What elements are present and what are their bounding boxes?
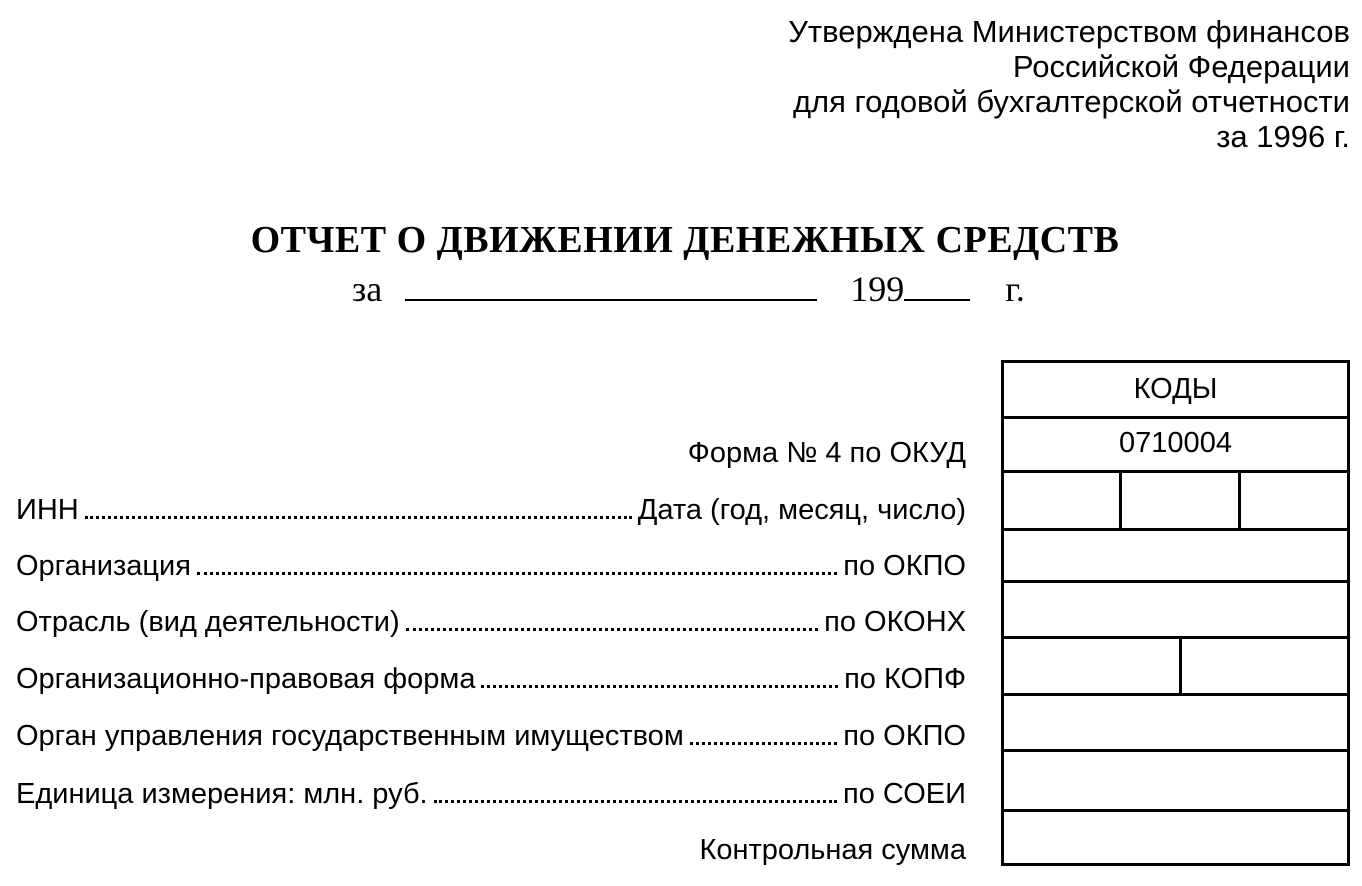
unit-code-label: по СОЕИ (843, 778, 966, 810)
approval-line-3: для годовой бухгалтерской отчетности (792, 84, 1350, 119)
authority-label: Орган управления государственным имуществом (16, 720, 684, 752)
authority-okpo-code-cell[interactable] (1004, 696, 1347, 752)
date-divider-2 (1238, 473, 1241, 528)
form-okud-label: Форма № 4 по ОКУД (687, 437, 966, 469)
inn-label: ИНН (16, 494, 79, 526)
organization-row (16, 550, 966, 583)
organization-fill-line[interactable] (197, 572, 837, 575)
checksum-row (16, 834, 966, 867)
kopf-divider (1179, 639, 1182, 693)
industry-code-label: по ОКОНХ (824, 606, 966, 638)
industry-label: Отрасль (вид деятельности) (16, 606, 400, 638)
legal-form-label: Организационно-правовая форма (16, 663, 476, 695)
checksum-code-cell[interactable] (1004, 812, 1347, 863)
inn-fill-line[interactable] (85, 516, 632, 519)
approval-line-2: Российской Федерации (1012, 49, 1350, 84)
approval-line-1: Утверждена Министерством финансов (788, 14, 1350, 49)
period-prefix: за (352, 269, 383, 309)
industry-fill-line[interactable] (406, 628, 819, 631)
unit-fill-line[interactable] (434, 800, 837, 803)
codes-box (1001, 360, 1350, 866)
codes-header: КОДЫ (1004, 363, 1347, 419)
kopf-code-cell[interactable] (1004, 639, 1347, 696)
date-code-cell[interactable] (1004, 473, 1347, 531)
okonh-code-cell[interactable] (1004, 583, 1347, 639)
form-okud-row (16, 437, 966, 470)
legal-form-fill-line[interactable] (481, 685, 838, 688)
okpo-code-cell[interactable] (1004, 531, 1347, 583)
period-suffix: г. (1005, 269, 1025, 309)
period-year-blank[interactable] (904, 269, 970, 301)
legal-form-code-label: по КОПФ (844, 663, 966, 695)
approval-note (788, 14, 1350, 154)
soei-code-cell[interactable] (1004, 752, 1347, 812)
unit-row (16, 778, 966, 811)
approval-line-4: за 1996 г. (1216, 119, 1350, 154)
okud-code-cell: 0710004 (1004, 419, 1347, 473)
organization-label: Организация (16, 550, 191, 582)
report-period (352, 268, 1025, 310)
authority-code-label: по ОКПО (843, 720, 966, 752)
period-year-prefix: 199 (850, 269, 905, 309)
period-blank[interactable] (405, 269, 817, 301)
organization-code-label: по ОКПО (843, 550, 966, 582)
checksum-label: Контрольная сумма (699, 834, 966, 866)
legal-form-row (16, 663, 966, 696)
authority-row (16, 720, 966, 753)
inn-row (16, 494, 966, 527)
date-code-label: Дата (год, месяц, число) (637, 494, 966, 526)
date-divider-1 (1119, 473, 1122, 528)
report-title: ОТЧЕТ О ДВИЖЕНИИ ДЕНЕЖНЫХ СРЕДСТВ (250, 219, 1120, 261)
authority-fill-line[interactable] (690, 742, 837, 745)
industry-row (16, 606, 966, 639)
unit-label: Единица измерения: млн. руб. (16, 778, 428, 810)
